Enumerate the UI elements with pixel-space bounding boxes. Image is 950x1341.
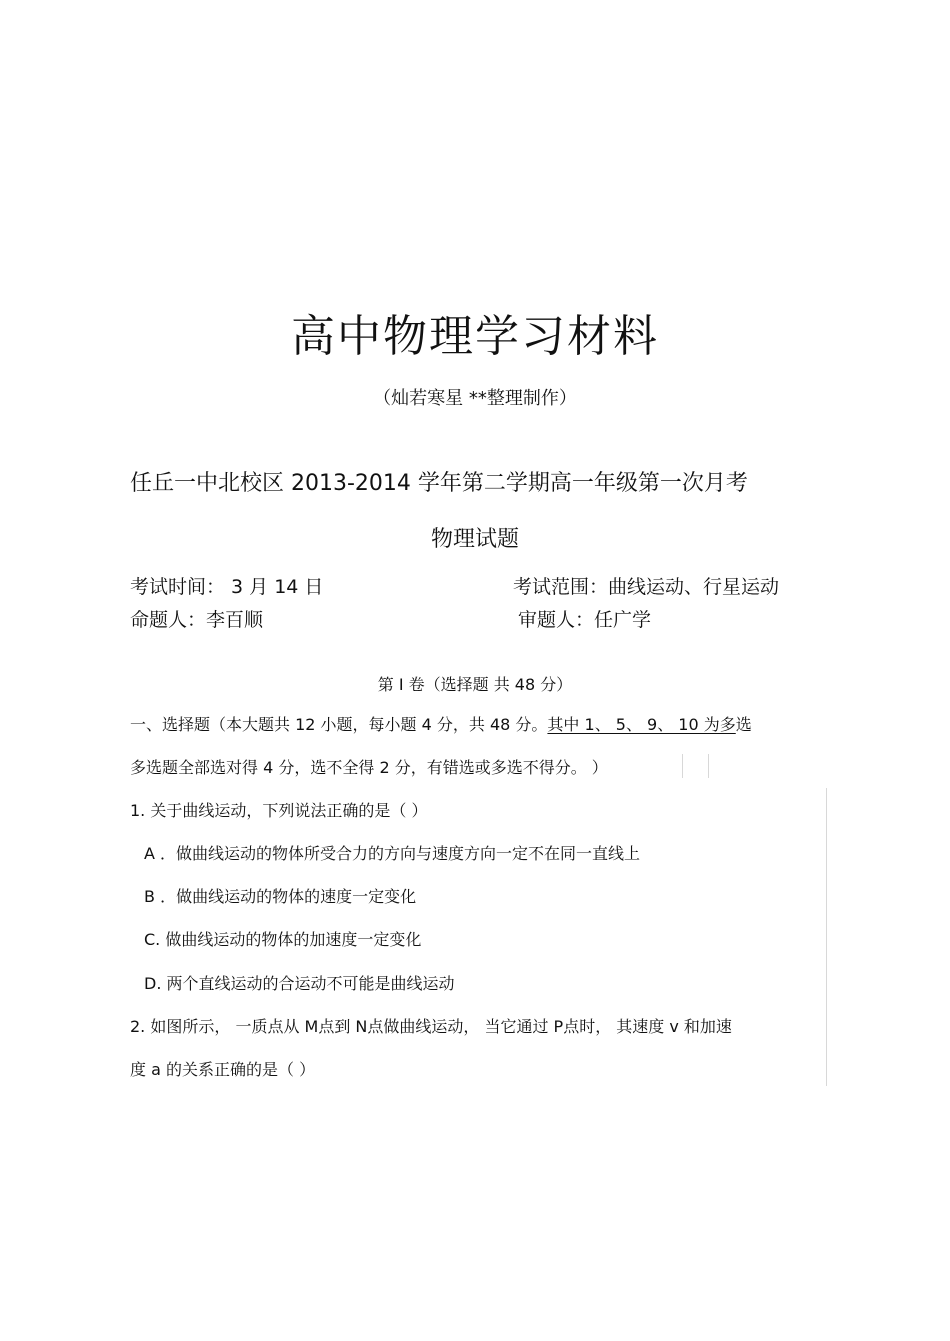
- exam-reviewer: 审题人：任广学: [518, 609, 652, 631]
- question-1-option-b: B ．做曲线运动的物体的速度一定变化: [144, 887, 417, 906]
- divider-line: [682, 754, 683, 778]
- question-1-option-c: C. 做曲线运动的物体的加速度一定变化: [144, 930, 422, 949]
- margin-line: [826, 788, 827, 1086]
- instructions-text-end: 选: [735, 715, 752, 734]
- instructions-line-2: 多选题全部选对得 4 分，选不全得 2 分，有错选或多选不得分。 ）: [130, 758, 608, 777]
- document-subtitle: （灿若寒星 **整理制作）: [373, 388, 577, 409]
- exam-title: 任丘一中北校区 2013-2014 学年第二学期高一年级第一次月考: [130, 471, 748, 496]
- section-heading: 第 I 卷（选择题 共 48 分）: [377, 675, 573, 694]
- instructions-text: 一、选择题（本大题共 12 小题，每小题 4 分，共 48 分。: [130, 715, 548, 734]
- exam-scope: 考试范围：曲线运动、行星运动: [513, 576, 780, 598]
- exam-time: 考试时间： 3 月 14 日: [130, 576, 324, 598]
- question-1-option-a: A ．做曲线运动的物体所受合力的方向与速度方向一定不在同一直线上: [144, 844, 641, 863]
- instructions-underlined-text: 其中 1、 5、 9、 10 为多: [547, 715, 736, 734]
- question-2-stem-line-2: 度 a 的关系正确的是（ ）: [130, 1060, 316, 1079]
- question-1-stem: 1. 关于曲线运动，下列说法正确的是（ ）: [130, 801, 428, 820]
- instructions-line-1: [130, 712, 752, 735]
- exam-author: 命题人：李百顺: [130, 609, 264, 631]
- question-2-stem-line-1: 2. 如图所示， 一质点从 M点到 N点做曲线运动， 当它通过 P点时， 其速度 v 和加速: [130, 1017, 732, 1036]
- divider-line: [708, 754, 709, 778]
- subject-title: 物理试题: [430, 527, 519, 552]
- question-1-option-d: D. 两个直线运动的合运动不可能是曲线运动: [144, 974, 455, 993]
- document-title: 高中物理学习材料: [291, 311, 659, 362]
